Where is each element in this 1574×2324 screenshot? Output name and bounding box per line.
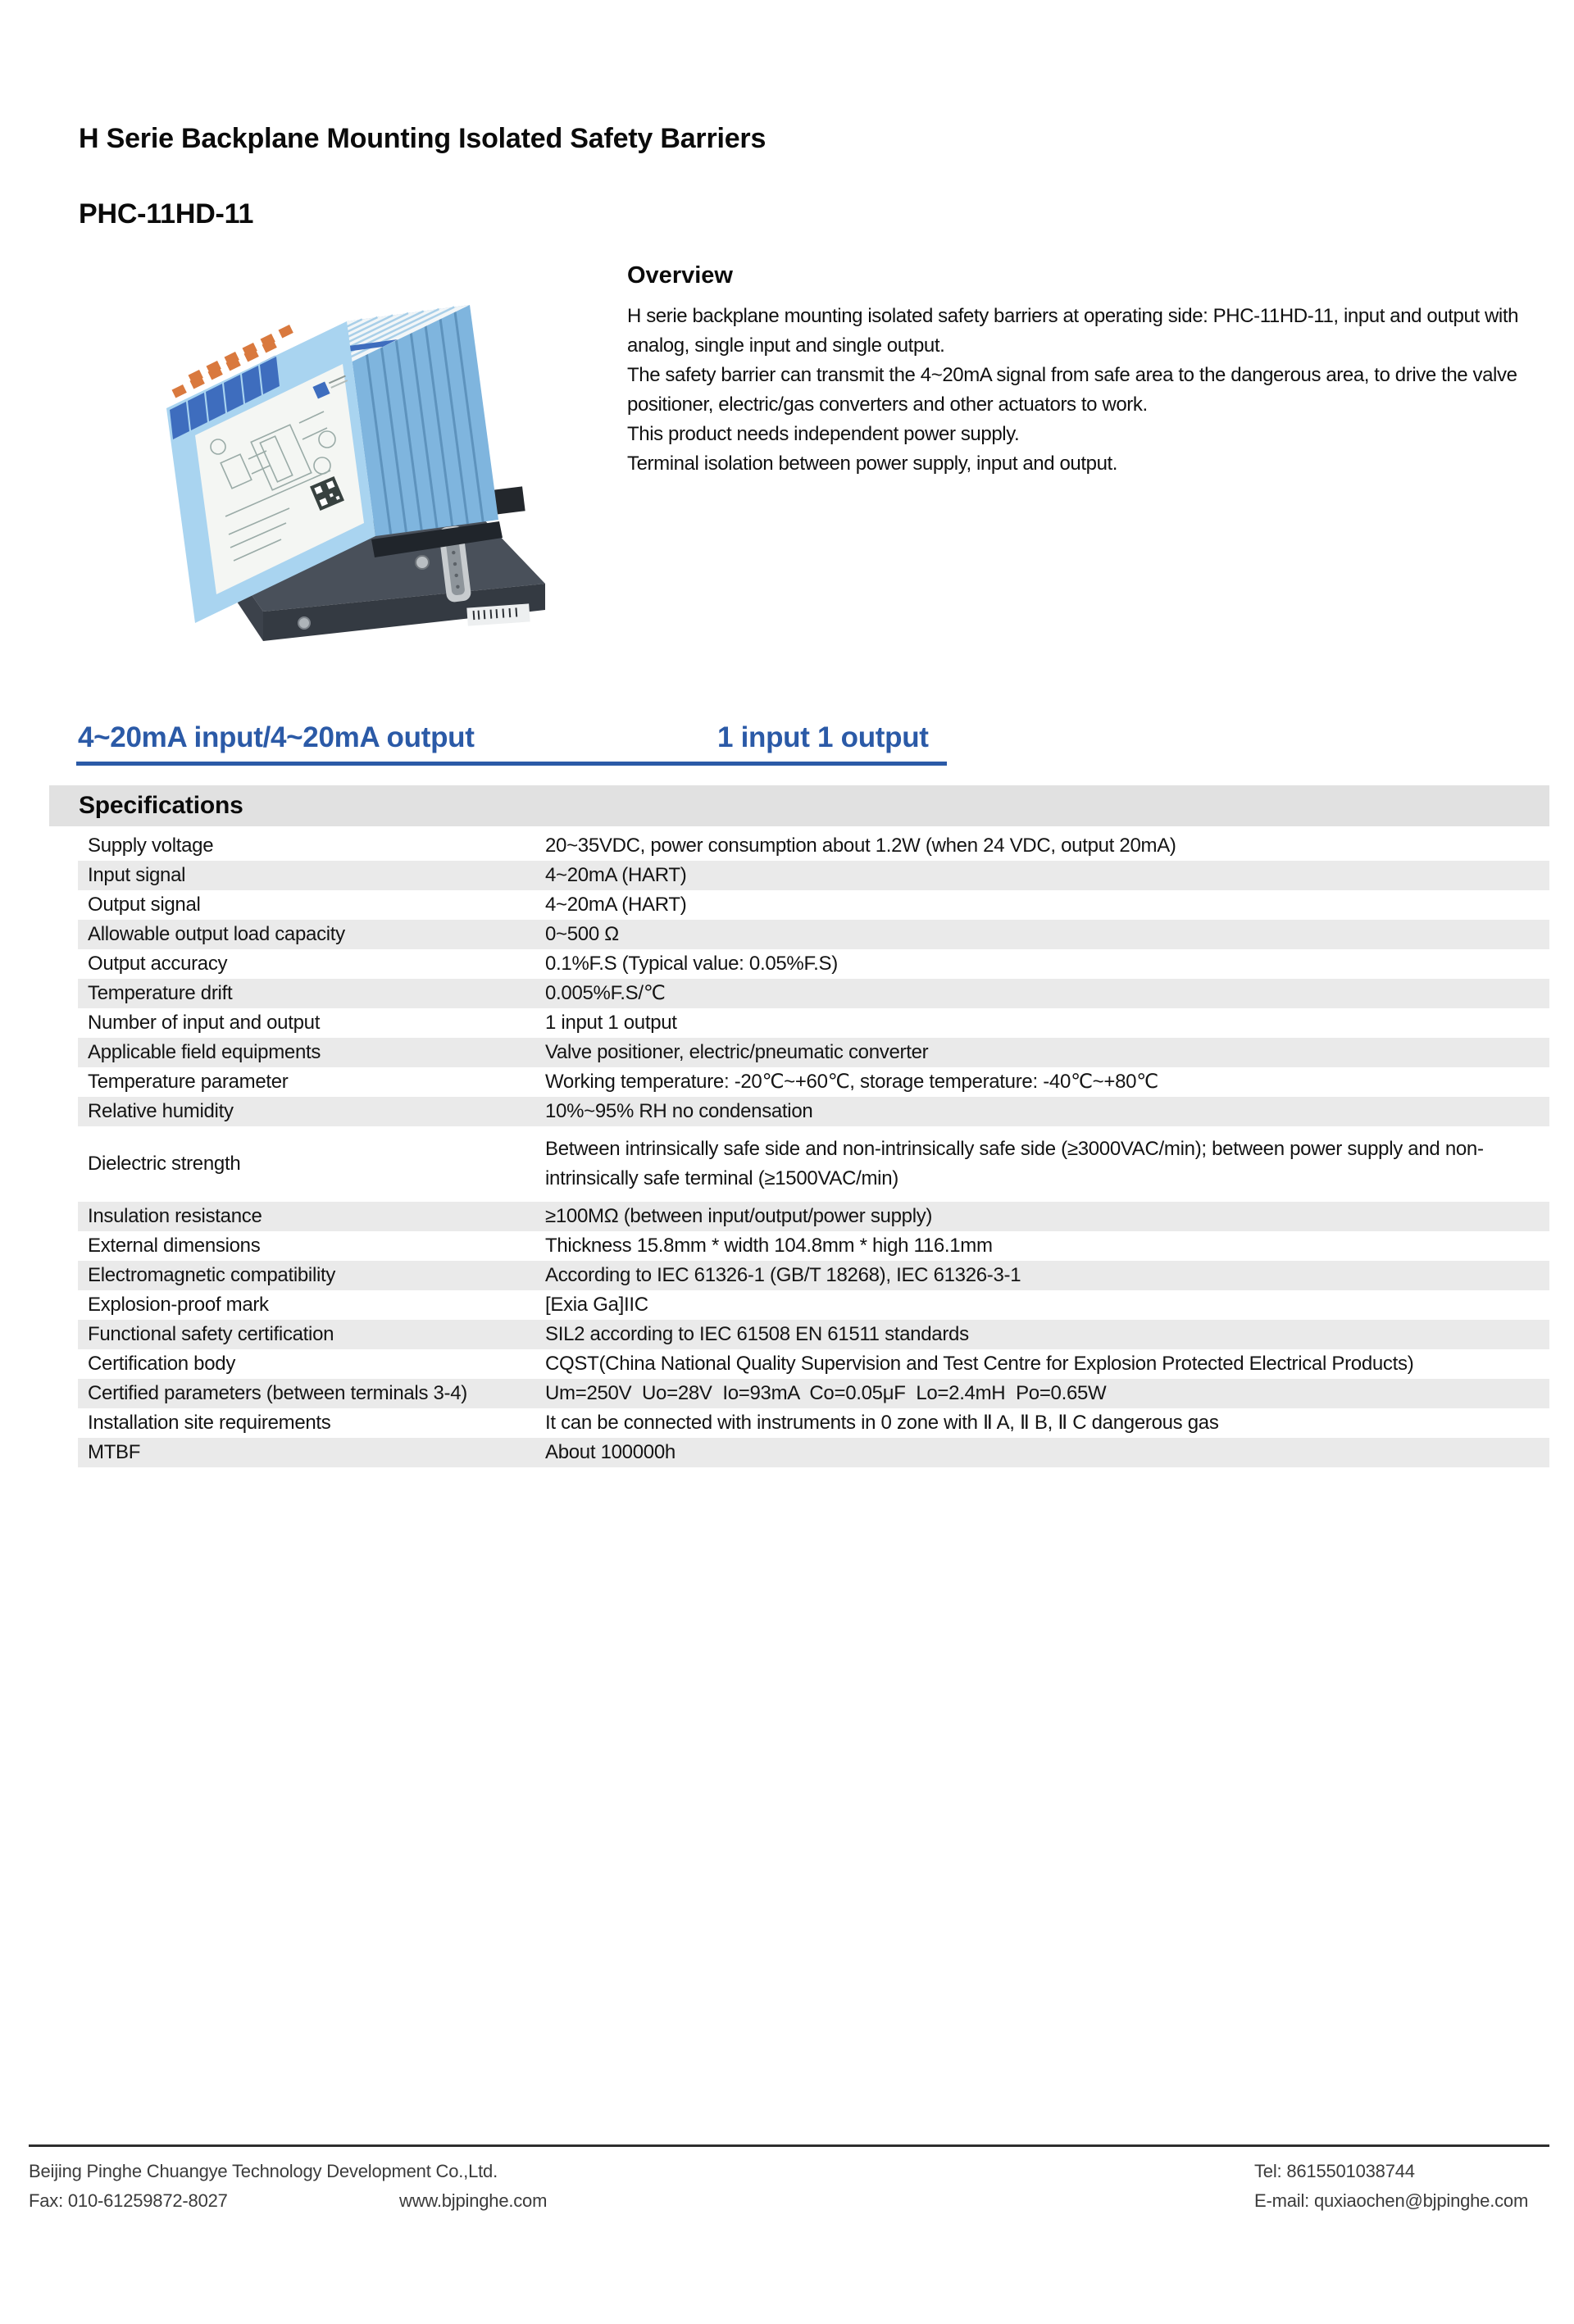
base-bolt (416, 556, 429, 569)
spec-label: Number of input and output (88, 1012, 321, 1034)
spec-label: Functional safety certification (88, 1323, 334, 1345)
footer-website: www.bjpinghe.com (399, 2190, 548, 2211)
spec-value: 4~20mA (HART) (545, 864, 687, 886)
table-row (78, 1008, 1549, 1038)
table-row (78, 1067, 1549, 1097)
spec-value: ≥100MΩ (between input/output/power supply) (545, 1205, 933, 1227)
product-code: PHC-11HD-11 (79, 198, 254, 230)
table-row (78, 920, 1549, 949)
spec-value: Working temperature: -20℃~+60℃, storage temperature: -40℃~+80℃ (545, 1071, 1158, 1093)
table-row (78, 1349, 1549, 1379)
table-row (78, 1126, 1549, 1202)
table-row (78, 1202, 1549, 1231)
spec-table (78, 831, 1549, 1467)
spec-label: Output accuracy (88, 953, 228, 975)
overview-body (627, 302, 1537, 479)
table-row (78, 1379, 1549, 1408)
table-row (78, 1097, 1549, 1126)
company-name: Beijing Pinghe Chuangye Technology Development Co.,Ltd. (29, 2161, 498, 2181)
table-row (78, 1408, 1549, 1438)
table-row (78, 1290, 1549, 1320)
table-row (78, 1438, 1549, 1467)
section-heading-right: 1 input 1 output (717, 721, 929, 753)
table-row (78, 831, 1549, 861)
table-row (78, 1038, 1549, 1067)
spec-value: SIL2 according to IEC 61508 EN 61511 standards (545, 1323, 969, 1345)
overview-paragraph: This product needs independent power supply. (627, 423, 1020, 445)
spec-label: Certified parameters (between terminals 3-4) (88, 1382, 467, 1404)
spec-label: Allowable output load capacity (88, 923, 345, 945)
table-row (78, 861, 1549, 890)
footer-tel: Tel: 8615501038744 (1254, 2161, 1415, 2181)
specifications-heading: Specifications (79, 792, 243, 819)
table-row (78, 949, 1549, 979)
spec-value: 20~35VDC, power consumption about 1.2W (when 24 VDC, output 20mA) (545, 835, 1176, 857)
spec-label: Dielectric strength (88, 1153, 241, 1175)
spec-value: 0~500 Ω (545, 923, 619, 945)
spec-label: Input signal (88, 864, 186, 886)
table-row (78, 890, 1549, 920)
spec-label: Electromagnetic compatibility (88, 1264, 336, 1286)
overview-paragraph: H serie backplane mounting isolated safety barriers at operating side: PHC-11HD-11, input and output with analog, single input and single output. (627, 305, 1519, 357)
footer-divider (29, 2144, 1549, 2147)
spec-value: Um=250V Uo=28V Io=93mA Co=0.05μF Lo=2.4mH Po=0.65W (545, 1382, 1107, 1404)
overview-paragraph: The safety barrier can transmit the 4~20mA signal from safe area to the dangerous area, to drive the valve positioner, electric/gas converters and other actuators to work. (627, 364, 1517, 416)
specifications-header (49, 785, 1549, 826)
spec-label: Installation site requirements (88, 1412, 331, 1434)
spec-label: MTBF (88, 1441, 141, 1463)
section-underline (76, 762, 947, 766)
page-title: H Serie Backplane Mounting Isolated Safety Barriers (79, 123, 767, 154)
spec-label: Insulation resistance (88, 1205, 262, 1227)
table-row (78, 979, 1549, 1008)
spec-label: Temperature drift (88, 982, 233, 1004)
spec-label: Relative humidity (88, 1100, 234, 1122)
spec-value: [Exia Ga]IIC (545, 1294, 648, 1316)
spec-value: About 100000h (545, 1441, 676, 1463)
table-row (78, 1231, 1549, 1261)
footer-fax: Fax: 010-61259872-8027 (29, 2190, 228, 2211)
spec-label: Supply voltage (88, 835, 214, 857)
footer-email: E-mail: quxiaochen@bjpinghe.com (1254, 2190, 1529, 2211)
product-photo (84, 271, 545, 662)
spec-value: Thickness 15.8mm * width 104.8mm * high 116.1mm (545, 1235, 993, 1257)
spec-value: Valve positioner, electric/pneumatic converter (545, 1041, 929, 1063)
spec-value: 1 input 1 output (545, 1012, 677, 1034)
spec-label: Certification body (88, 1353, 236, 1375)
base-screw (298, 617, 310, 629)
spec-value: 4~20mA (HART) (545, 894, 687, 916)
spec-label: External dimensions (88, 1235, 261, 1257)
spec-value: 0.005%F.S/℃ (545, 982, 666, 1004)
spec-value: 0.1%F.S (Typical value: 0.05%F.S) (545, 953, 838, 975)
table-row (78, 1261, 1549, 1290)
section-heading-left: 4~20mA input/4~20mA output (78, 721, 475, 753)
overview-heading: Overview (627, 262, 733, 289)
spec-label: Output signal (88, 894, 201, 916)
spec-value: It can be connected with instruments in 0 zone with Ⅱ A, Ⅱ B, Ⅱ C dangerous gas (545, 1412, 1219, 1434)
spec-value: CQST(China National Quality Supervision and Test Centre for Explosion Protected Electrical Products) (545, 1353, 1414, 1375)
table-row (78, 1320, 1549, 1349)
overview-paragraph: Terminal isolation between power supply, input and output. (627, 453, 1118, 475)
spec-value: 10%~95% RH no condensation (545, 1100, 813, 1122)
spec-value: According to IEC 61326-1 (GB/T 18268), IEC 61326-3-1 (545, 1264, 1021, 1286)
spec-label: Temperature parameter (88, 1071, 289, 1093)
spec-value: Between intrinsically safe side and non-intrinsically safe side (≥3000VAC/min); between power supply and non-intrinsically safe terminal (≥1500VAC/min) (545, 1138, 1484, 1189)
spec-label: Applicable field equipments (88, 1041, 321, 1063)
spec-label: Explosion-proof mark (88, 1294, 269, 1316)
